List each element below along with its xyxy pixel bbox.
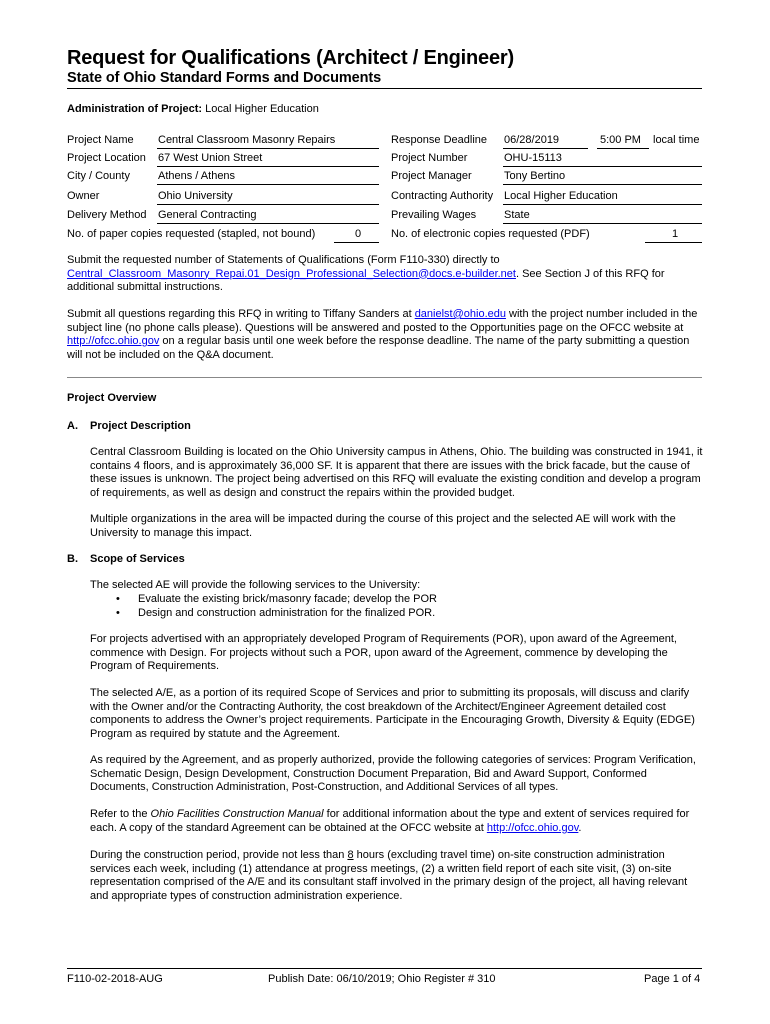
title-divider (67, 88, 702, 89)
page-number: Page 1 of 4 (644, 973, 701, 985)
submission-text: Submit the requested number of Statements of Qualifications (Form F110-330) directly to (67, 254, 500, 266)
response-deadline-suffix: local time (653, 134, 700, 146)
project-location-label: Project Location (67, 152, 146, 164)
project-manager-label: Project Manager (391, 170, 472, 182)
delivery-method-underline (157, 223, 379, 224)
manual-title: Ohio Facilities Construction Manual (150, 808, 324, 820)
submission-email-link[interactable]: Central_Classroom_Masonry_Repai.01_Design_Professional_Selection@docs.e-builder.net (67, 267, 516, 280)
administration-value: Local Higher Education (205, 103, 319, 115)
paper-copies-value: 0 (354, 228, 362, 240)
delivery-method-value: General Contracting (158, 209, 257, 221)
questions-paragraph (67, 308, 707, 362)
project-name-value: Central Classroom Masonry Repairs (158, 134, 336, 146)
project-overview-heading: Project Overview (67, 392, 157, 404)
response-deadline-date-underline (503, 148, 588, 149)
section-a-title: Project Description (90, 420, 191, 432)
scope-bullet-list (90, 593, 704, 620)
impact-paragraph: Multiple organizations in the area will be impacted during the course of this project and the selected AE will work with the University to manage this impact. (90, 513, 676, 539)
submission-paragraph (67, 254, 707, 295)
page-subtitle: State of Ohio Standard Forms and Documents (67, 70, 382, 86)
prevailing-wages-underline (503, 223, 702, 224)
contracting-authority-value: Local Higher Education (504, 190, 618, 202)
project-number-label: Project Number (391, 152, 468, 164)
section-a-letter: A. (67, 420, 78, 432)
contracting-authority-underline (503, 204, 702, 205)
project-manager-underline (503, 184, 702, 185)
questions-email-link[interactable]: danielst@ohio.edu (414, 308, 506, 320)
owner-label: Owner (67, 190, 100, 202)
ofcc-agreement-link[interactable]: http://ofcc.ohio.gov (486, 821, 579, 834)
electronic-copies-label: No. of electronic copies requested (PDF) (391, 228, 590, 240)
contracting-authority-label: Contracting Authority (391, 190, 494, 202)
project-number-underline (503, 166, 702, 167)
prevailing-wages-value: State (504, 209, 530, 221)
services-categories-paragraph: As required by the Agreement, and as properly authorized, provide the following categories of services: Program Verification, Schematic Design, Design Development, Construction Document Preparation, Bid and Award Support, Conformed Documents, Construction Administration, Post-Construction, and Additional Services of all types. (90, 754, 696, 793)
prevailing-wages-label: Prevailing Wages (391, 209, 477, 221)
ofcc-website-link[interactable]: http://ofcc.ohio.gov (67, 335, 160, 347)
city-county-value: Athens / Athens (158, 170, 236, 182)
section-b-letter: B. (67, 553, 78, 565)
construction-manual-paragraph (90, 808, 704, 835)
footer-divider (67, 968, 702, 969)
section-b-title: Scope of Services (90, 553, 185, 565)
por-paragraph: For projects advertised with an appropriately developed Program of Requirements (POR), upon award of the Agreement, commence with Design. For projects without such a POR, upon award of the Agreement, commence by developing the Program of Requirements. (90, 633, 677, 672)
list-item: • Design and construction administration for the finalized POR. (90, 607, 704, 621)
administration-line (67, 103, 319, 115)
project-description-paragraph: Central Classroom Building is located on the Ohio University campus in Athens, Ohio. The building was constructed in 1941, it contains 4 floors, and is approximately 36,000 SF. It is apparent that there are issues with the brick facade, but the cause of these issues is unknown. The project being advertised on this RFQ will evaluate the existing condition and develop a program of requirements, as well as design and construct the repairs within the provided budget. (90, 446, 703, 499)
scope-intro: The selected AE will provide the following services to the University: (90, 579, 421, 591)
project-manager-value: Tony Bertino (504, 170, 566, 182)
cost-breakdown-paragraph: The selected A/E, as a portion of its required Scope of Services and prior to submitting its proposals, will discuss and clarify with the Owner and/or the Contracting Authority, the cost breakdown of the Architect/Engineer Agreement detailed cost components to address the Owner’s project requirements. Participate in the Encouraging Growth, Diversity & Equity (EDGE) Program as required by statute and the Agreement. (90, 687, 695, 740)
publish-date: Publish Date: 06/10/2019; Ohio Register # 310 (268, 973, 496, 985)
project-location-underline (157, 166, 379, 167)
paper-copies-label: No. of paper copies requested (stapled, not bound) (67, 228, 316, 240)
construction-text: During the construction period, provide not less than (90, 849, 348, 861)
response-deadline-date: 06/28/2019 (504, 134, 560, 146)
onsite-hours-value: 8 (347, 849, 354, 861)
project-name-underline (157, 148, 379, 149)
construction-text-end: hours (excluding travel time) on-site construction administration services each week, including (1) attendance at progress meetings, (2) a written field report of each site visit, (3) on-site representation comprised of the A/E and its consultant staff involved in the primary design of the project, all having relevant and appropriate types of construction administration experience. (90, 849, 688, 902)
project-location-value: 67 West Union Street (158, 152, 263, 164)
questions-text-middle: with the project number included in the subject line (no phone calls please). Questions will be answered and posted to the Opportunities page on the OFCC website at (67, 308, 698, 334)
section-divider (67, 377, 702, 378)
page-title: Request for Qualifications (Architect / Engineer) (67, 47, 514, 69)
questions-text: Submit all questions regarding this RFQ in writing to Tiffany Sanders at (67, 308, 415, 320)
manual-text: Refer to the (90, 808, 151, 820)
manual-text-middle: for additional information about the type and extent of services required for each. A copy of the standard Agreement can be obtained at the OFCC website at (90, 808, 690, 834)
paper-copies-underline (334, 242, 379, 243)
delivery-method-label: Delivery Method (67, 209, 147, 221)
submission-text-end: . See Section J of this RFQ for additional submittal instructions. (67, 267, 665, 293)
city-county-underline (157, 184, 379, 185)
manual-text-end: . (578, 821, 582, 834)
administration-label: Administration of Project: (67, 103, 203, 115)
response-deadline-label: Response Deadline (391, 134, 488, 146)
project-name-label: Project Name (67, 134, 134, 146)
form-code: F110-02-2018-AUG (67, 973, 163, 985)
project-number-value: OHU-15113 (504, 152, 562, 164)
owner-underline (157, 204, 379, 205)
response-deadline-time-underline (597, 148, 649, 149)
electronic-copies-underline (645, 242, 702, 243)
electronic-copies-value: 1 (671, 228, 679, 240)
construction-period-paragraph (90, 849, 704, 903)
response-deadline-time: 5:00 PM (600, 134, 641, 146)
city-county-label: City / County (67, 170, 130, 182)
questions-text-end: on a regular basis until one week before the response deadline. The name of the party submitting a question will not be included on the Q&A document. (67, 335, 690, 361)
owner-value: Ohio University (158, 190, 233, 202)
list-item: • Evaluate the existing brick/masonry facade; develop the POR (90, 593, 704, 607)
